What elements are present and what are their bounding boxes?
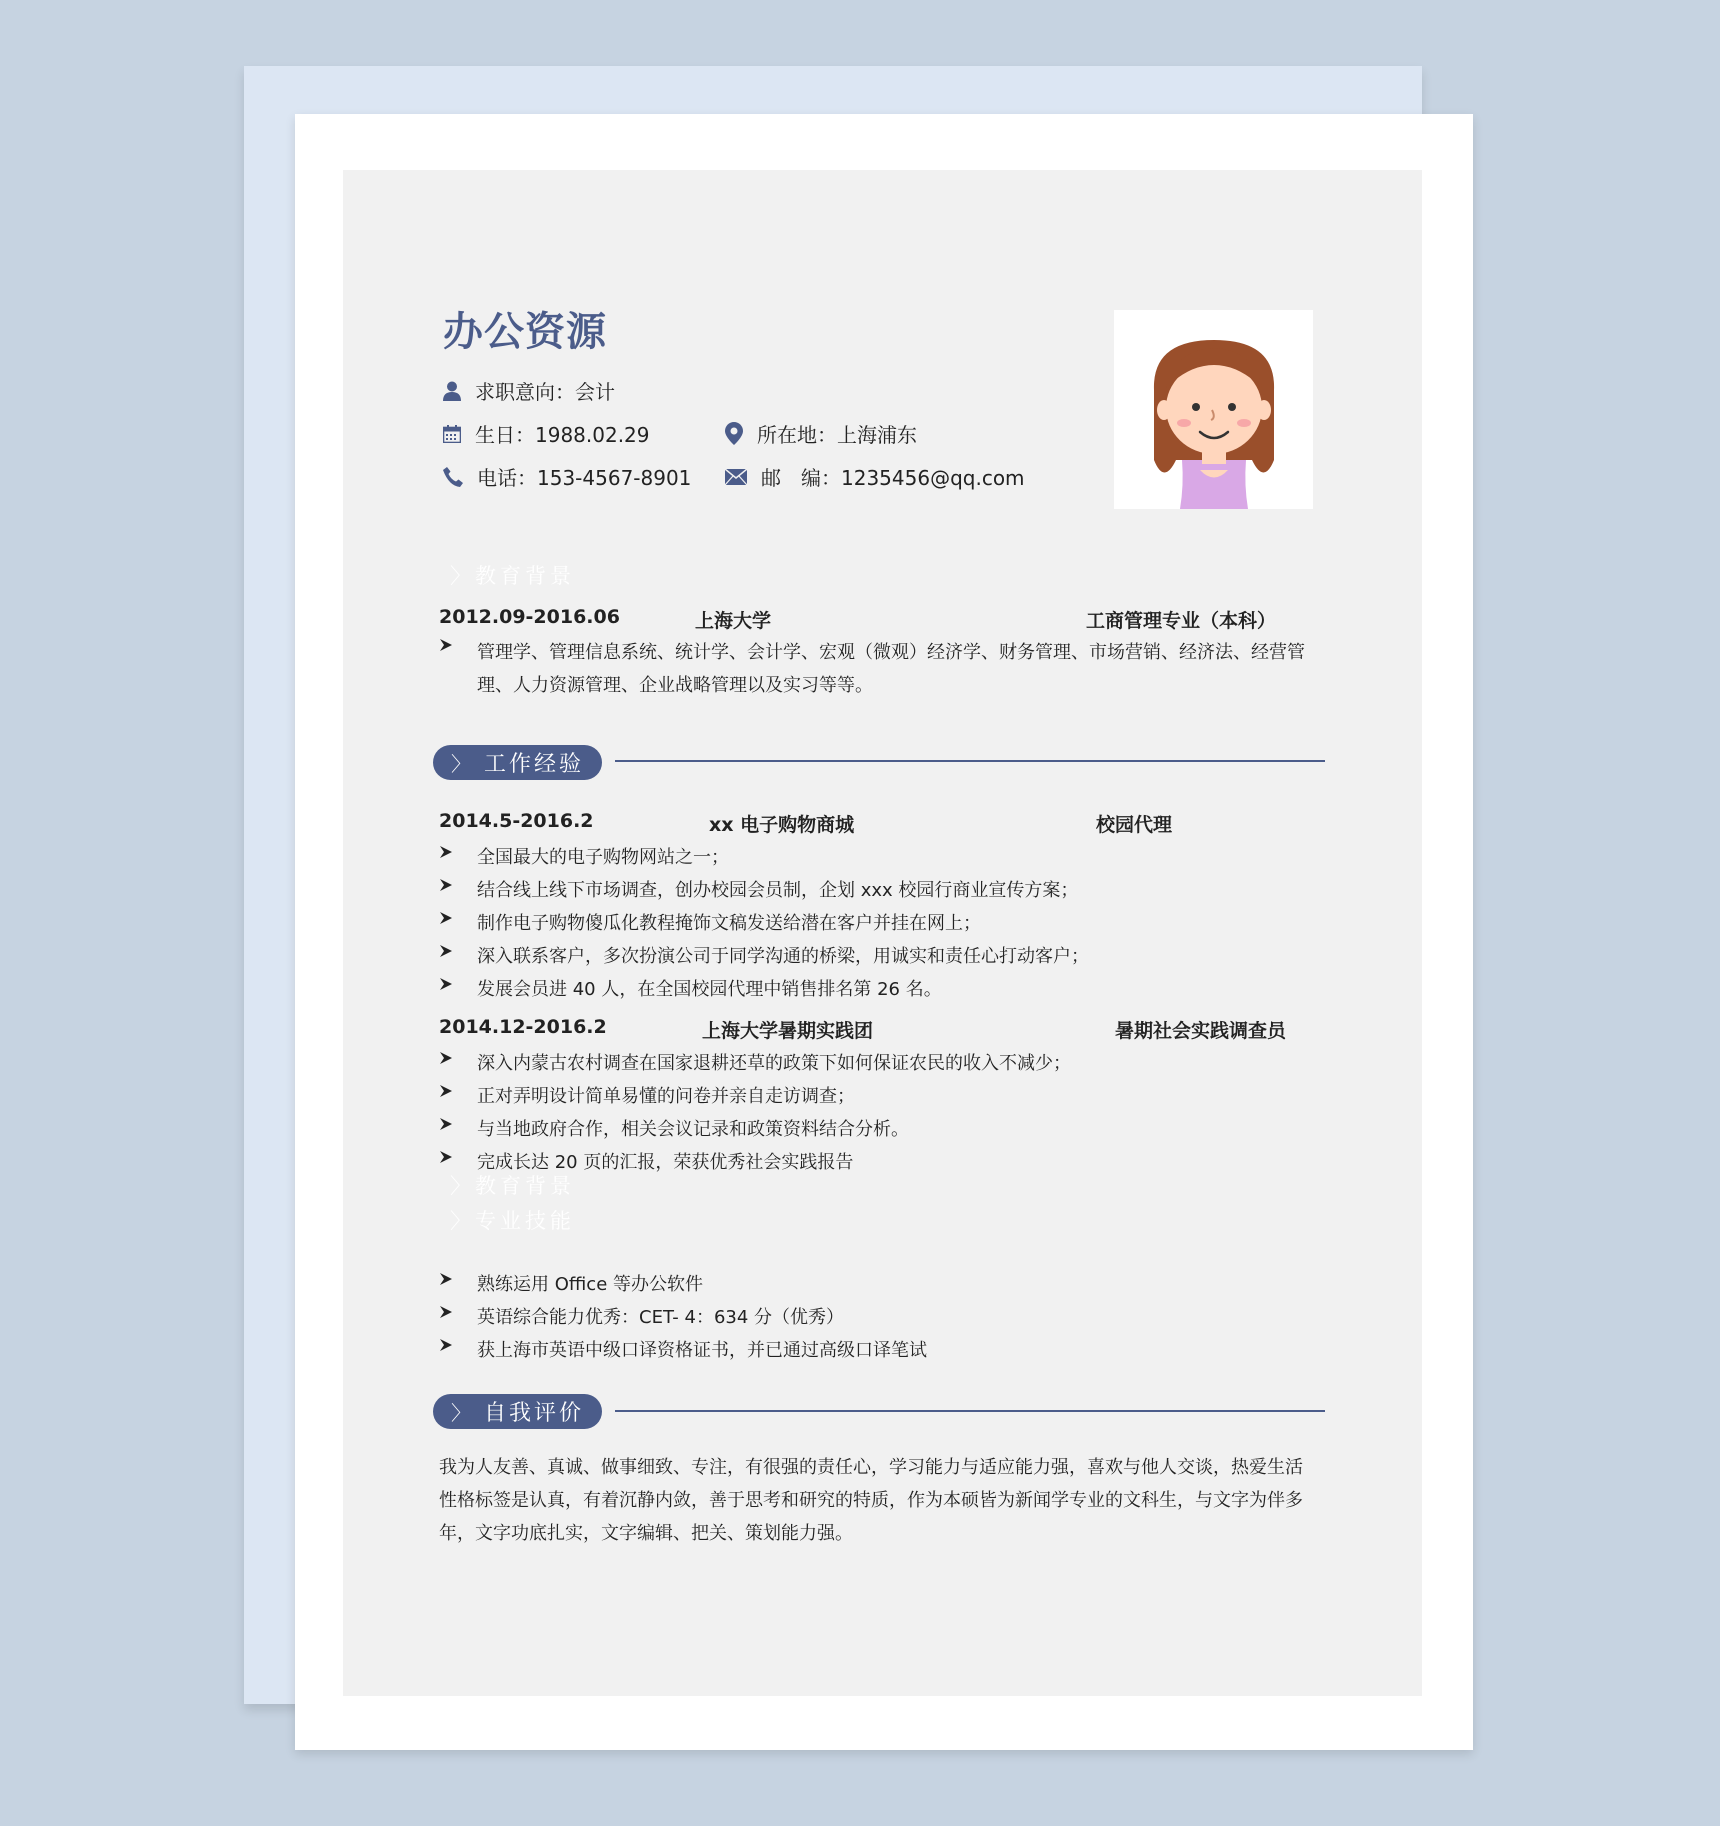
bullet-arrow-icon (439, 944, 453, 958)
job-1-item-text: 制作电子购物傻瓜化教程掩饰文稿发送给潜在客户并挂在网上； (477, 913, 981, 934)
skills-ghost-header-1 (450, 1170, 575, 1200)
calendar-icon (443, 425, 461, 443)
job-1-role: 校园代理 (1096, 814, 1173, 836)
resume-content (343, 170, 1422, 1696)
user-icon (443, 381, 461, 401)
chevron-right-icon: 〉 (450, 564, 475, 588)
location-row (725, 419, 917, 448)
education-major: 工商管理专业（本科） (1086, 610, 1277, 632)
job-2-item-text: 与当地政府合作，相关会议记录和政策资料结合分析。 (477, 1119, 909, 1140)
chevron-right-icon: 〉 (450, 1209, 475, 1233)
phone-row (443, 462, 691, 491)
skill-item (439, 1336, 927, 1362)
location-pin-icon (725, 422, 743, 445)
self-evaluation-divider (615, 1410, 1325, 1412)
job-2-role: 暑期社会实践调查员 (1115, 1020, 1287, 1042)
job-2-item-text: 深入内蒙古农村调查在国家退耕还草的政策下如何保证农民的收入不减少； (477, 1053, 1071, 1074)
work-section-title: 工作经验 (484, 752, 585, 777)
chevron-right-icon: 〉 (450, 1174, 475, 1198)
chevron-right-icon: 〉 (451, 1401, 474, 1425)
avatar-illustration (1114, 310, 1313, 509)
skills-ghost-header-2 (450, 1205, 575, 1235)
birthday-text: 生日：1988.02.29 (475, 423, 650, 447)
education-detail-item (439, 636, 1313, 702)
bullet-arrow-icon (439, 638, 453, 652)
skill-item (439, 1303, 844, 1329)
job-1-item-text: 结合线上线下市场调查，创办校园会员制，企划 xxx 校园行商业宣传方案； (477, 880, 1079, 901)
bullet-arrow-icon (439, 845, 453, 859)
skill-item-text: 英语综合能力优秀：CET- 4：634 分（优秀） (477, 1307, 845, 1328)
phone-icon (443, 467, 463, 487)
skills-ghost-title-2: 专业技能 (475, 1209, 575, 1233)
bullet-arrow-icon (439, 1051, 453, 1065)
bullet-arrow-icon (439, 1150, 453, 1164)
bullet-arrow-icon (439, 1084, 453, 1098)
job-2-period: 2014.12-2016.2 (439, 1016, 607, 1038)
education-ghost-header (450, 560, 575, 590)
chevron-right-icon: 〉 (451, 752, 474, 776)
candidate-name: 办公资源 (443, 309, 607, 355)
job-1-item (439, 975, 942, 1001)
education-period: 2012.09-2016.06 (439, 606, 620, 628)
envelope-icon (725, 469, 747, 485)
job-2-item (439, 1115, 909, 1141)
education-ghost-title: 教育背景 (475, 564, 575, 588)
birthday-row (443, 419, 650, 448)
job-2-item (439, 1082, 855, 1108)
phone-text: 电话：153-4567-8901 (477, 466, 692, 490)
skill-item (439, 1270, 703, 1296)
job-1-item-text: 发展会员进 40 人，在全国校园代理中销售排名第 26 名。 (477, 979, 942, 1000)
bullet-arrow-icon (439, 1272, 453, 1286)
skill-item-text: 熟练运用 Office 等办公软件 (477, 1274, 703, 1295)
work-section-header (433, 745, 602, 780)
bullet-arrow-icon (439, 878, 453, 892)
bullet-arrow-icon (439, 977, 453, 991)
job-2-item-text: 正对弄明设计简单易懂的问卷并亲自走访调查； (477, 1086, 855, 1107)
work-section-divider (615, 760, 1325, 762)
job-2-item (439, 1049, 1071, 1075)
self-evaluation-header (433, 1394, 602, 1429)
email-row (725, 462, 1025, 491)
location-text: 所在地：上海浦东 (757, 423, 917, 447)
self-evaluation-text: 我为人友善、真诚、做事细致、专注，有很强的责任心，学习能力与适应能力强，喜欢与他人交谈，热爱生活性格标签是认真，有着沉静内敛，善于思考和研究的特质，作为本硕皆为新闻学专业的文科生，与文字为伴多年，文字功底扎实，文字编辑、把关、策划能力强。 (439, 1457, 1303, 1544)
bullet-arrow-icon (439, 1305, 453, 1319)
job-1-item (439, 942, 1089, 968)
job-1-item-text: 深入联系客户，多次扮演公司于同学沟通的桥梁，用诚实和责任心打动客户； (477, 946, 1089, 967)
skill-item-text: 获上海市英语中级口译资格证书，并已通过高级口译笔试 (477, 1340, 927, 1361)
job-2-company: 上海大学暑期实践团 (702, 1020, 874, 1042)
education-school: 上海大学 (695, 610, 772, 632)
job-2-item-text: 完成长达 20 页的汇报，荣获优秀社会实践报告 (477, 1152, 854, 1173)
bullet-arrow-icon (439, 1338, 453, 1352)
profile-photo (1114, 310, 1313, 509)
education-detail-text: 管理学、管理信息系统、统计学、会计学、宏观（微观）经济学、财务管理、市场营销、经济法、经营管理、人力资源管理、企业战略管理以及实习等等。 (477, 642, 1305, 696)
job-1-item (439, 876, 1078, 902)
job-1-item (439, 843, 729, 869)
objective-text: 求职意向：会计 (475, 380, 615, 404)
job-1-item (439, 909, 981, 935)
objective-row (443, 376, 615, 405)
job-1-item-text: 全国最大的电子购物网站之一； (477, 847, 729, 868)
skills-ghost-title-1: 教育背景 (475, 1174, 575, 1198)
job-1-company: xx 电子购物商城 (709, 814, 855, 836)
bullet-arrow-icon (439, 911, 453, 925)
email-text: 邮 编：1235456@qq.com (761, 466, 1025, 490)
self-evaluation-title: 自我评价 (484, 1401, 585, 1426)
job-1-period: 2014.5-2016.2 (439, 810, 594, 832)
bullet-arrow-icon (439, 1117, 453, 1131)
